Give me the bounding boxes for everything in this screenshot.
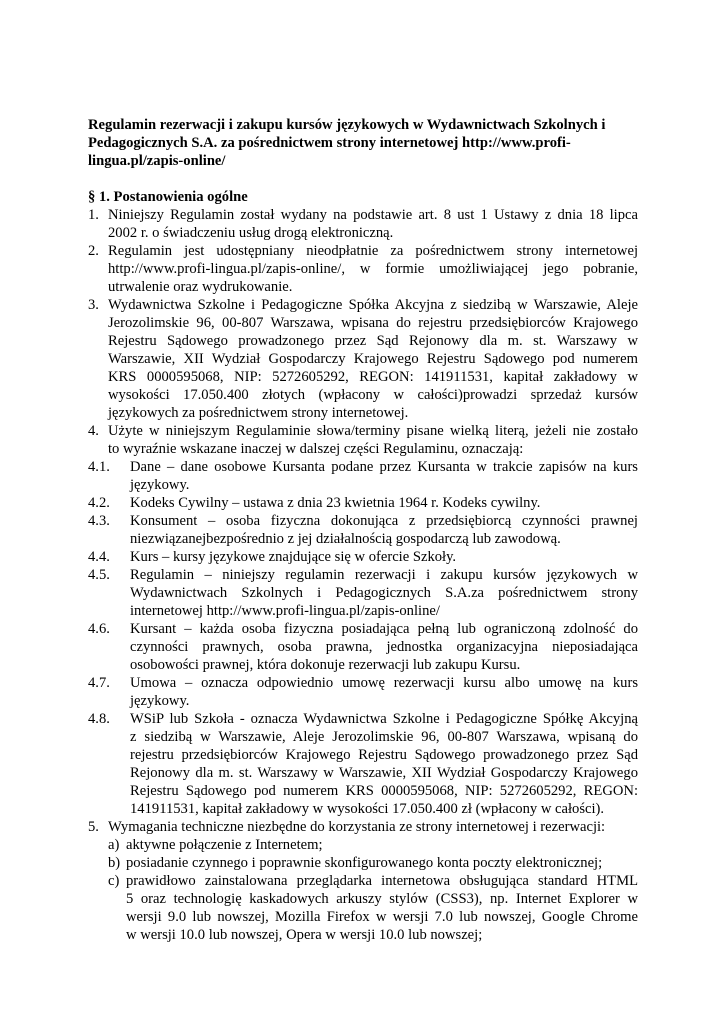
text-line: Wymagania techniczne niezbędne do korzystania ze strony internetowej i rezerwacji: bbox=[108, 819, 606, 835]
text-line: Kursant – każda osoba fizyczna posiadająca pełną lub ograniczoną zdolność do bbox=[130, 621, 638, 637]
document-title bbox=[88, 116, 638, 170]
item-number: 4.7. bbox=[88, 675, 110, 691]
text-line: Dane – dane osobowe Kursanta podane przez Kursanta w trakcie zapisów na kurs bbox=[130, 459, 638, 475]
text-line: Rejonowy dla m. st. Warszawy w Warszawie, XII Wydział Gospodarczy Krajowego bbox=[130, 765, 638, 781]
text-line: http://www.profi-lingua.pl/zapis-online/, w formie umożliwiającej jego pobranie, bbox=[108, 261, 638, 277]
item-text bbox=[108, 206, 638, 242]
definition-item-4-5 bbox=[88, 566, 638, 620]
definition-item-4-8 bbox=[88, 710, 638, 818]
item-number: 2. bbox=[88, 243, 99, 259]
text-line: 2002 r. o świadczeniu usług drogą elektroniczną. bbox=[108, 225, 394, 241]
item-number: 3. bbox=[88, 297, 99, 313]
definition-item-4-6 bbox=[88, 620, 638, 674]
text-line: wysokości 17.050.400 złotych (wpłacony w całości)prowadzi sprzedaż kursów bbox=[108, 387, 638, 403]
list-item-3 bbox=[88, 296, 638, 422]
text-line: Regulamin jest udostępniany nieodpłatnie za pośrednictwem strony internetowej bbox=[108, 243, 638, 259]
text-line: w wersji 10.0 lub nowszej, Opera w wersji 10.0 lub nowszej; bbox=[126, 927, 483, 943]
text-line: Regulamin – niniejszy regulamin rezerwacji i zakupu kursów językowych w bbox=[130, 567, 638, 583]
text-line: 5 oraz technologię kaskadowych arkuszy stylów (CSS3), np. Internet Explorer w bbox=[126, 891, 638, 907]
text-line: Kurs – kursy językowe znajdujące się w ofercie Szkoły. bbox=[130, 549, 457, 565]
item-text bbox=[130, 494, 638, 512]
item-text bbox=[130, 620, 638, 674]
list-item-4 bbox=[88, 422, 638, 458]
text-line: WSiP lub Szkoła - oznacza Wydawnictwa Szkolne i Pedagogiczne Spółkę Akcyjną bbox=[130, 711, 638, 727]
requirement-item-b bbox=[88, 854, 638, 872]
text-line: Umowa – oznacza odpowiednio umowę rezerwacji kursu albo umowę na kurs bbox=[130, 675, 638, 691]
text-line: to wyraźnie wskazane inaczej w dalszej części Regulaminu, oznaczają: bbox=[108, 441, 524, 457]
item-text bbox=[108, 242, 638, 296]
title-line: Regulamin rezerwacji i zakupu kursów językowych w Wydawnictwach Szkolnych i bbox=[88, 117, 606, 133]
text-line: posiadanie czynnego i poprawnie skonfigurowanego konta poczty elektronicznej; bbox=[126, 855, 603, 871]
item-number: 4.1. bbox=[88, 459, 110, 475]
item-number: 4.6. bbox=[88, 621, 110, 637]
item-number: 4.5. bbox=[88, 567, 110, 583]
list-item-2 bbox=[88, 242, 638, 296]
text-line: czynności prawnych, osoba prawna, jednostka organizacyjna nieposiadająca bbox=[130, 639, 638, 655]
item-number: 5. bbox=[88, 819, 99, 835]
text-line: 141911531, kapitał zakładowy w wysokości 17.050.400 zł (wpłacony w całości). bbox=[130, 801, 605, 817]
text-line: utrwalenie oraz wydrukowanie. bbox=[108, 279, 293, 295]
section-heading: § 1. Postanowienia ogólne bbox=[88, 189, 248, 205]
definition-item-4-7 bbox=[88, 674, 638, 710]
text-line: Jerozolimskie 96, 00-807 Warszawa, wpisana do rejestru przedsiębiorców Krajowego bbox=[108, 315, 638, 331]
text-line: wersji 9.0 lub nowszej, Mozilla Firefox w wersji 7.0 lub nowszej, Google Chrome bbox=[126, 909, 638, 925]
text-line: Wydawnictwa Szkolne i Pedagogiczne Spółka Akcyjna z siedzibą w Warszawie, Aleje bbox=[108, 297, 638, 313]
list-item-5 bbox=[88, 818, 638, 836]
requirement-item-a bbox=[88, 836, 638, 854]
text-line: Rejestru Sądowego pod numerem KRS 0000595068, NIP: 5272605292, REGON: bbox=[130, 783, 638, 799]
item-number: 1. bbox=[88, 207, 99, 223]
text-line: rejestru przedsiębiorców Krajowego Rejestru Sądowego prowadzonego przez Sąd bbox=[130, 747, 638, 763]
text-line: językowych za pośrednictwem strony internetowej. bbox=[108, 405, 409, 421]
item-text bbox=[130, 674, 638, 710]
item-number: 4.4. bbox=[88, 549, 110, 565]
text-line: Warszawie, XII Wydział Gospodarczy Krajowego Rejestru Sądowego pod numerem bbox=[108, 351, 638, 367]
definition-item-4-1 bbox=[88, 458, 638, 494]
item-text bbox=[108, 422, 638, 458]
item-text bbox=[130, 548, 638, 566]
regulation-document bbox=[88, 116, 638, 944]
text-line: internetowej http://www.profi-lingua.pl/zapis-online/ bbox=[130, 603, 440, 619]
item-text bbox=[130, 512, 638, 548]
item-text bbox=[130, 566, 638, 620]
item-text bbox=[130, 458, 638, 494]
definition-item-4-3 bbox=[88, 512, 638, 548]
item-number: 4.2. bbox=[88, 495, 110, 511]
item-text bbox=[130, 710, 638, 818]
text-line: Kodeks Cywilny – ustawa z dnia 23 kwietnia 1964 r. Kodeks cywilny. bbox=[130, 495, 541, 511]
item-letter: b) bbox=[108, 855, 121, 871]
item-letter: a) bbox=[108, 837, 120, 853]
item-text bbox=[108, 818, 638, 836]
list-item-1 bbox=[88, 206, 638, 242]
title-line: Pedagogicznych S.A. za pośrednictwem strony internetowej http://www.profi- bbox=[88, 135, 571, 151]
text-line: Konsument – osoba fizyczna dokonująca z przedsiębiorcą czynności prawnej bbox=[130, 513, 638, 529]
item-text bbox=[108, 296, 638, 422]
title-line: lingua.pl/zapis-online/ bbox=[88, 153, 226, 169]
text-line: Rejestru Sądowego prowadzonego przez Sąd Rejonowy dla m. st. Warszawy w bbox=[108, 333, 638, 349]
item-number: 4.8. bbox=[88, 711, 110, 727]
text-line: językowy. bbox=[130, 477, 190, 493]
text-line: Niniejszy Regulamin został wydany na podstawie art. 8 ust 1 Ustawy z dnia 18 lipca bbox=[108, 207, 638, 223]
item-text bbox=[126, 836, 638, 854]
text-line: aktywne połączenie z Internetem; bbox=[126, 837, 323, 853]
text-line: prawidłowo zainstalowana przeglądarka internetowa obsługująca standard HTML bbox=[126, 873, 638, 889]
item-number: 4. bbox=[88, 423, 99, 439]
item-text bbox=[126, 872, 638, 944]
definition-item-4-4 bbox=[88, 548, 638, 566]
item-text bbox=[126, 854, 638, 872]
text-line: KRS 0000595068, NIP: 5272605292, REGON: 141911531, kapitał zakładowy w bbox=[108, 369, 638, 385]
text-line: niezwiązanejbezpośrednio z jej działalnością gospodarczą lub zawodową. bbox=[130, 531, 561, 547]
text-line: językowy. bbox=[130, 693, 190, 709]
item-number: 4.3. bbox=[88, 513, 110, 529]
requirement-item-c bbox=[88, 872, 638, 944]
definition-item-4-2 bbox=[88, 494, 638, 512]
text-line: Użyte w niniejszym Regulaminie słowa/terminy pisane wielką literą, jeżeli nie zostało bbox=[108, 423, 638, 439]
text-line: Wydawnictwach Szkolnych i Pedagogicznych S.A.za pośrednictwem strony bbox=[130, 585, 638, 601]
text-line: osobowości prawnej, która dokonuje rezerwacji lub zakupu Kursu. bbox=[130, 657, 521, 673]
item-letter: c) bbox=[108, 873, 120, 889]
text-line: z siedzibą w Warszawie, Aleje Jerozolimskie 96, 00-807 Warszawa, wpisaną do bbox=[130, 729, 638, 745]
